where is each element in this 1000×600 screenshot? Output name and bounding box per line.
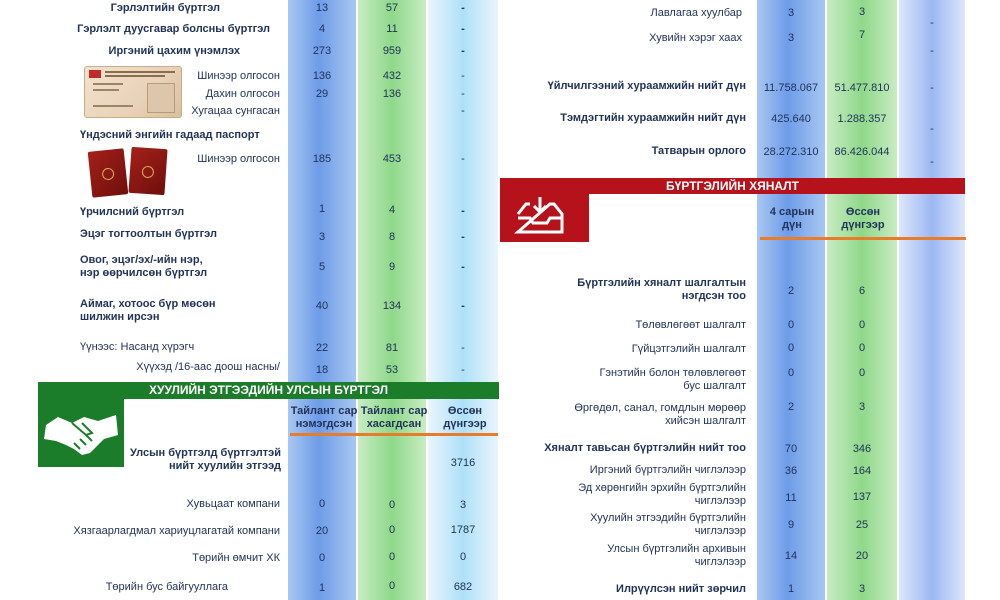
cell-b: 8	[388, 231, 396, 243]
row-label: Улсын бүртгэлийн архивын чиглэлээр	[607, 543, 746, 568]
cell-b: 81	[385, 342, 399, 354]
row-label: Хяналт тавьсан бүртгэлийн нийт тоо	[544, 442, 746, 454]
row-label: Өргөдөл, санал, гомдлын мөрөөр хийсэн шалгалт	[574, 402, 746, 427]
cell-a: 14	[784, 550, 798, 562]
row-label: Үндэсний энгийн гадаад паспорт	[80, 129, 260, 141]
legal-section-banner: ХУУЛИЙН ЭТГЭЭДИЙН УЛСЫН БҮРТГЭЛ	[38, 382, 499, 399]
cell-a: 3	[787, 32, 795, 44]
cell-c: -	[461, 205, 465, 217]
cell-b: 1.288.357	[837, 113, 887, 125]
cell-a: 0	[318, 552, 326, 564]
row-label: Тэмдэгтийн хураамжийн нийт дүн	[560, 112, 746, 124]
cell-c: -	[461, 2, 465, 14]
cell-b: 959	[382, 45, 402, 57]
cell-c: -	[461, 231, 465, 243]
cell-c: -	[461, 105, 465, 117]
cell-a: 13	[315, 2, 329, 14]
row-label: Гэрлэлт дуусгавар болсны бүртгэл	[77, 23, 270, 35]
row-label: Хуулийн этгээдийн бүртгэлийн чиглэлээр	[590, 512, 746, 537]
cell-a: 2	[787, 285, 795, 297]
row-label: Үрчилсний бүртгэл	[80, 206, 185, 218]
cell-c: -	[461, 45, 465, 57]
cell-b: 453	[382, 153, 402, 165]
cell-b: 6	[858, 285, 866, 297]
row-label: Бүртгэлийн хяналт шалгалтын нэгдсэн тоо	[577, 277, 746, 302]
cell-a: 0	[787, 342, 795, 354]
cell-b: 136	[382, 88, 402, 100]
row-label: Үүнээс: Насанд хүрэгч	[80, 341, 195, 353]
cell-a: 136	[312, 70, 332, 82]
cell-a: 3	[787, 7, 795, 19]
cell-b: 0	[858, 342, 866, 354]
cell-c: -	[461, 88, 465, 100]
cell-c: -	[461, 342, 465, 354]
control-section-banner: БҮРТГЭЛИЙН ХЯНАЛТ	[500, 178, 965, 194]
row-label: Хүүхэд /16-аас доош насны/	[136, 361, 280, 373]
inbox-download-icon	[500, 194, 589, 242]
cell-c: 0	[459, 551, 467, 563]
cell-b: 164	[852, 465, 872, 477]
cell-c: -	[461, 153, 465, 165]
cell-a: 1	[787, 583, 795, 595]
row-label: Гэнэтийн болон төлөвлөгөөт бус шалгалт	[599, 367, 746, 392]
row-label: Хугацаа сунгасан	[191, 105, 280, 117]
cell-a: 20	[315, 525, 329, 537]
cell-a: 2	[787, 401, 795, 413]
cell-a: 0	[787, 367, 795, 379]
cell-a: 0	[787, 319, 795, 331]
cell-b: 3	[858, 401, 866, 413]
cell-a: 273	[312, 45, 332, 57]
cell-c: -	[930, 82, 934, 94]
cell-a: 1	[318, 203, 326, 215]
cell-b: 25	[855, 519, 869, 531]
cell-a: 185	[312, 153, 332, 165]
row-label: Дахин олгосон	[205, 88, 280, 100]
cell-b: 432	[382, 70, 402, 82]
row-label: Илрүүлсэн нийт зөрчил	[616, 583, 746, 595]
row-label: Иргэний бүртгэлийн чиглэлээр	[589, 464, 746, 476]
cell-a: 5	[318, 261, 326, 273]
row-label: Төрийн бус байгууллага	[105, 581, 228, 593]
row-label: Үйлчилгээний хураамжийн нийт дүн	[547, 80, 746, 92]
cell-a: 4	[318, 23, 326, 35]
cell-a: 18	[315, 364, 329, 376]
cell-c: -	[461, 261, 465, 273]
row-label: Хувийн хэрэг хаах	[649, 32, 742, 44]
cell-b: 86.426.044	[834, 146, 890, 158]
row-label: Эд хөрөнгийн эрхийн бүртгэлийн чиглэлээр	[578, 482, 746, 507]
cell-b: 0	[388, 524, 396, 536]
cell-a: 1	[318, 582, 326, 594]
passport-image	[88, 146, 168, 198]
cell-a: 11.758.067	[763, 82, 819, 94]
cell-b: 0	[388, 580, 396, 592]
cell-b: 7	[858, 29, 866, 41]
row-label: Овог, эцэг/эх/-ийн нэр, нэр өөрчилсөн бүртгэл	[80, 254, 208, 279]
cell-b: 0	[858, 367, 866, 379]
cell-b: 20	[855, 550, 869, 562]
cell-c: 682	[453, 581, 473, 593]
cell-c: -	[461, 70, 465, 82]
row-label: Төрийн өмчит ХК	[192, 552, 280, 564]
cell-a: 40	[315, 300, 329, 312]
row-label: Иргэний цахим үнэмлэх	[108, 45, 240, 57]
cell-a: 28.272.310	[763, 146, 819, 158]
control-header-month: 4 сарын дүн	[769, 206, 815, 231]
cell-a: 22	[315, 342, 329, 354]
cell-b: 134	[382, 300, 402, 312]
cell-b: 57	[385, 2, 399, 14]
cell-c: 3716	[450, 457, 476, 469]
cell-c: -	[461, 364, 465, 376]
cell-b: 53	[385, 364, 399, 376]
row-label: Эцэг тогтоолтын бүртгэл	[80, 228, 217, 240]
row-label: Аймаг, хотоос бүр мөсөн шилжин ирсэн	[80, 298, 216, 323]
control-header-rule	[760, 237, 966, 240]
row-label: Татварын орлого	[651, 145, 746, 157]
cell-b: 11	[386, 23, 398, 35]
cell-c: 1787	[450, 524, 476, 536]
row-label: Шинээр олгосон	[197, 153, 280, 165]
cell-b: 0	[388, 499, 396, 511]
cell-a: 9	[787, 519, 795, 531]
cell-b: 346	[852, 443, 872, 455]
cell-c: -	[930, 123, 934, 135]
cell-c: 3	[459, 499, 467, 511]
cell-a: 29	[315, 88, 329, 100]
legal-header-rule	[290, 433, 498, 436]
cell-a: 0	[318, 498, 326, 510]
cell-a: 425.640	[771, 113, 811, 125]
row-label: Төлөвлөгөөт шалгалт	[635, 319, 746, 331]
id-card-image	[84, 66, 182, 118]
row-label: Хувьцаат компани	[186, 498, 280, 510]
cell-c: -	[461, 300, 465, 312]
row-label: Улсын бүртгэлд бүртгэлтэй нийт хуулийн этгээд	[130, 447, 281, 472]
cell-b: 3	[858, 6, 866, 18]
cell-a: 3	[318, 231, 326, 243]
legal-header-added: Тайлант сар нэмэгдсэн	[290, 405, 358, 430]
cell-b: 137	[852, 491, 872, 503]
cell-b: 3	[858, 583, 866, 595]
cell-c: -	[461, 23, 465, 35]
legal-header-removed: Тайлант сар хасагдсан	[360, 405, 428, 430]
row-label: Гүйцэтгэлийн шалгалт	[631, 343, 746, 355]
control-header-cumulative: Өссөн дүнгээр	[841, 206, 885, 231]
cell-a: 36	[784, 465, 798, 477]
cell-c: -	[930, 156, 934, 168]
row-label: Шинээр олгосон	[197, 70, 280, 82]
cell-c: -	[930, 17, 934, 29]
row-label: Гэрлэлтийн бүртгэл	[110, 2, 220, 14]
cell-b: 4	[388, 204, 396, 216]
cell-b: 0	[858, 319, 866, 331]
cell-c: -	[930, 45, 934, 57]
row-label: Лавлагаа хуулбар	[650, 7, 742, 19]
cell-a: 11	[785, 492, 797, 504]
cell-a: 70	[784, 443, 798, 455]
cell-b: 51.477.810	[834, 82, 890, 94]
row-label: Хязгаарлагдмал хариуцлагатай компани	[73, 525, 280, 537]
cell-b: 9	[388, 261, 396, 273]
cell-b: 0	[388, 551, 396, 563]
legal-header-cumulative: Өссөн дүнгээр	[443, 405, 487, 430]
